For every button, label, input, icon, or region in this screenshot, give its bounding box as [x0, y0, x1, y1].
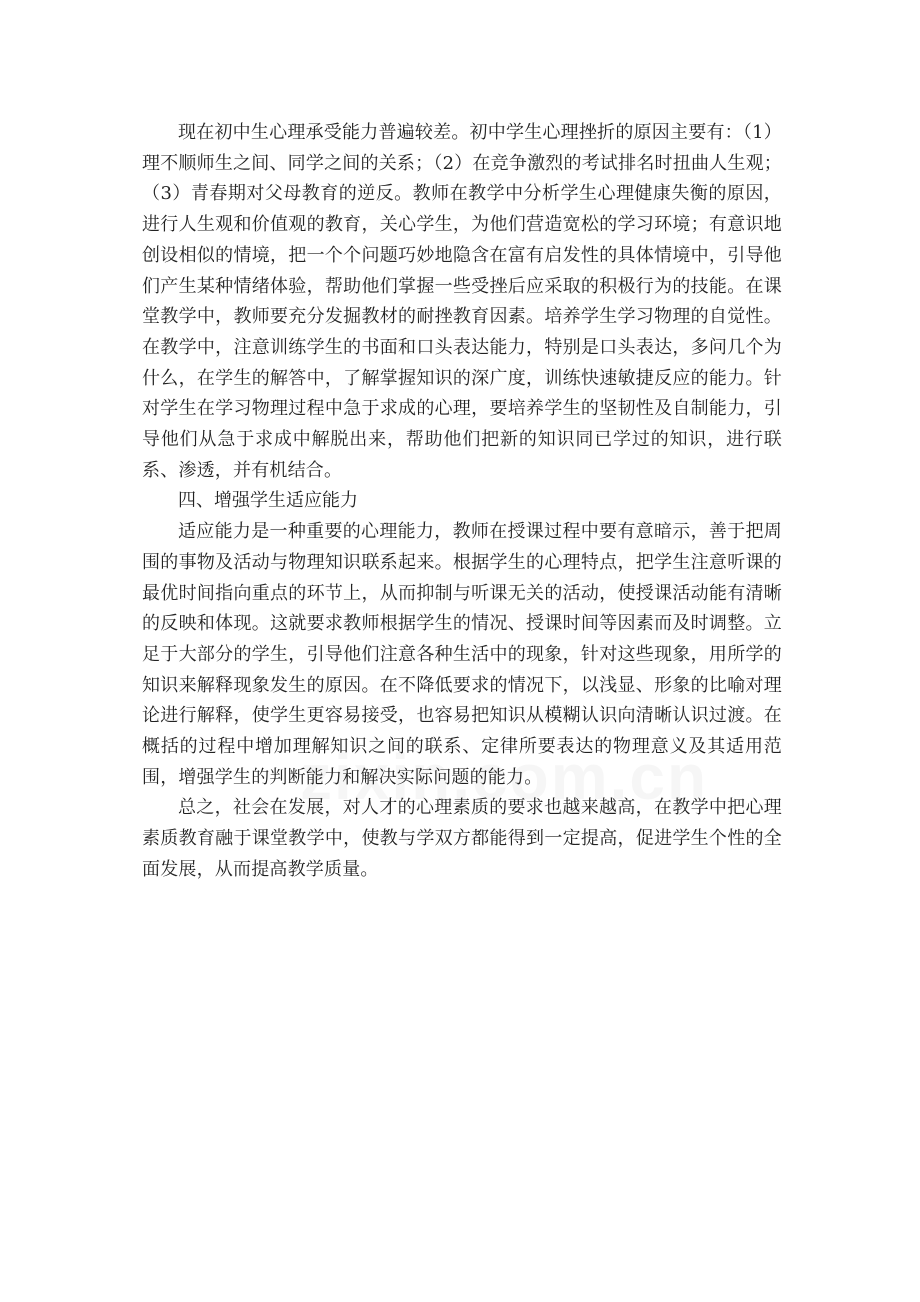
section-heading-adaptability: 四、增强学生适应能力	[178, 490, 358, 512]
paragraph-adaptability: 适应能力是一种重要的心理能力，教师在授课过程中要有意暗示，善于把周围的事物及活动与物理知识联系起来。根据学生的心理特点，把学生注意听课的最优时间指向重点的环节上，从而抑制与听课无关的活动，使授课活动能有清晰的反映和体现。这就要求教师根据学生的情况、授课时间等因素而及时调整。立足于大部分的学生，引导他们注意各种生活中的现象，针对这些现象，用所学的知识来解释现象发生的原因。在不降低要求的情况下，以浅显、形象的比喻对理论进行解释，使学生更容易接受，也容易把知识从模糊认识向清晰认识过渡。在概括的过程中增加理解知识之间的联系、定律所要表达的物理意义及其适用范围，增强学生的判断能力和解决实际问题的能力。	[142, 521, 782, 788]
paragraph-conclusion: 总之，社会在发展，对人才的心理素质的要求也越来越高，在教学中把心理素质教育融于课堂教学中，使教与学双方都能得到一定提高，促进学生个性的全面发展，从而提高教学质量。	[142, 797, 782, 880]
document-body	[142, 118, 782, 886]
paragraph-psychological-endurance: 现在初中生心理承受能力普遍较差。初中学生心理挫折的原因主要有：（1）理不顺师生之间、同学之间的关系；（2）在竞争激烈的考试排名时扭曲人生观；（3）青春期对父母教育的逆反。教师在教学中分析学生心理健康失衡的原因，进行人生观和价值观的教育，关心学生，为他们营造宽松的学习环境；有意识地创设相似的情境，把一个个问题巧妙地隐含在富有启发性的具体情境中，引导他们产生某种情绪体验，帮助他们掌握一些受挫后应采取的积极行为的技能。在课堂教学中，教师要充分发掘教材的耐挫教育因素。培养学生学习物理的自觉性。在教学中，注意训练学生的书面和口头表达能力，特别是口头表达，多问几个为什么，在学生的解答中，了解掌握知识的深广度，训练快速敏捷反应的能力。针对学生在学习物理过程中急于求成的心理，要培养学生的坚韧性及自制能力，引导他们从急于求成中解脱出来，帮助他们把新的知识同已学过的知识，进行联系、渗透，并有机结合。	[142, 122, 782, 481]
